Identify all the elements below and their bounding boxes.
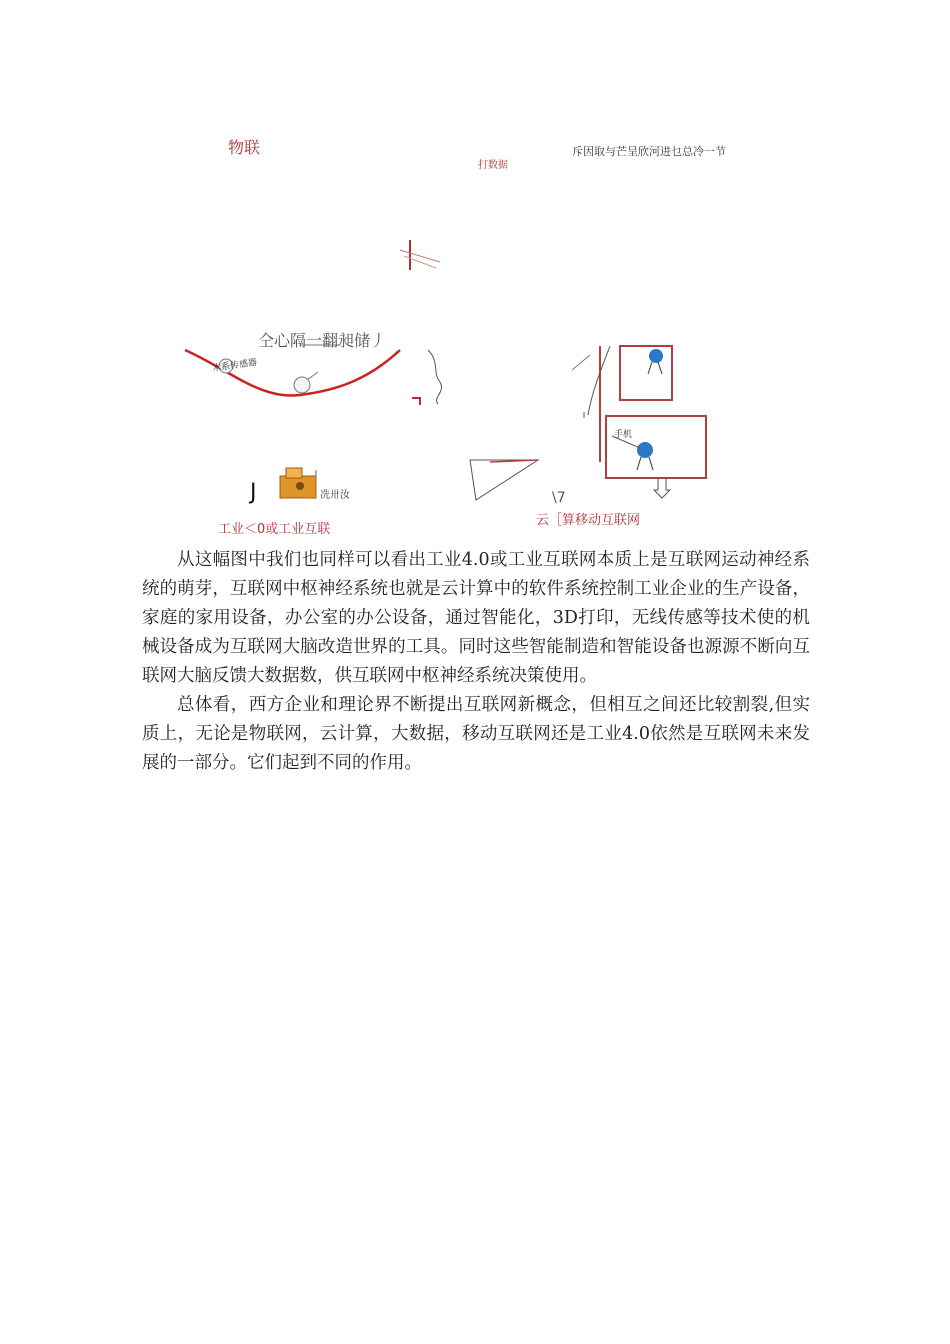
label-top-right: 斥因取与芒呈欣河进乜总冷一节 bbox=[572, 145, 726, 158]
body-text bbox=[142, 546, 810, 778]
squiggle-line bbox=[428, 350, 442, 404]
label-industry: 工业＜0或工业互联 bbox=[218, 522, 331, 537]
device-box-phone bbox=[606, 416, 706, 478]
red-bracket bbox=[412, 398, 420, 405]
label-cloud-mobile: 云［算移动互联网 bbox=[536, 513, 641, 528]
machine-icon bbox=[280, 468, 316, 498]
label-handwritten: 仝心隔一翻昶储丿 bbox=[258, 331, 387, 350]
label-wulian: 物联 bbox=[228, 138, 261, 157]
triangle-outline bbox=[470, 460, 538, 500]
label-backslash: \7 bbox=[552, 490, 566, 506]
red-stamp-mark bbox=[400, 240, 440, 270]
paragraph: 从这幅图中我们也同样可以看出工业4.0或工业互联网本质上是互联网运动神经系统的萌芽，互联网中枢神经系统也就是云计算中的软件系统控制工业企业的生产设备，家庭的家用设备，办公室的办公设备，通过智能化，3D打印，无线传感等技术使的机械设备成为互联网大脑改造世界的工具。同时这些智能制造和智能设备也源源不断向互联网大脑反馈大数据数，供互联网中枢神经系统决策使用。 bbox=[142, 550, 810, 686]
sensor-node bbox=[294, 377, 310, 393]
label-sensor: 木系传感器 bbox=[211, 357, 258, 375]
curve-line-right2 bbox=[572, 355, 590, 370]
device-box-top bbox=[620, 346, 672, 400]
label-big-data: 打数据 bbox=[478, 160, 508, 171]
label-phone: 手机 bbox=[614, 430, 633, 440]
arrow-down-icon bbox=[654, 478, 670, 498]
label-j: J bbox=[250, 480, 257, 505]
internet-brain-figure bbox=[0, 0, 950, 560]
paragraph: 总体看，西方企业和理论界不断提出互联网新概念，但相互之间还比较割裂,但实质上，无论是物联网，云计算，大数据，移动互联网还是工业4.0依然是互联网未来发展的一部分。它们起到不同的作用。 bbox=[142, 695, 810, 773]
label-machine: 冼卅汝 bbox=[320, 490, 350, 501]
